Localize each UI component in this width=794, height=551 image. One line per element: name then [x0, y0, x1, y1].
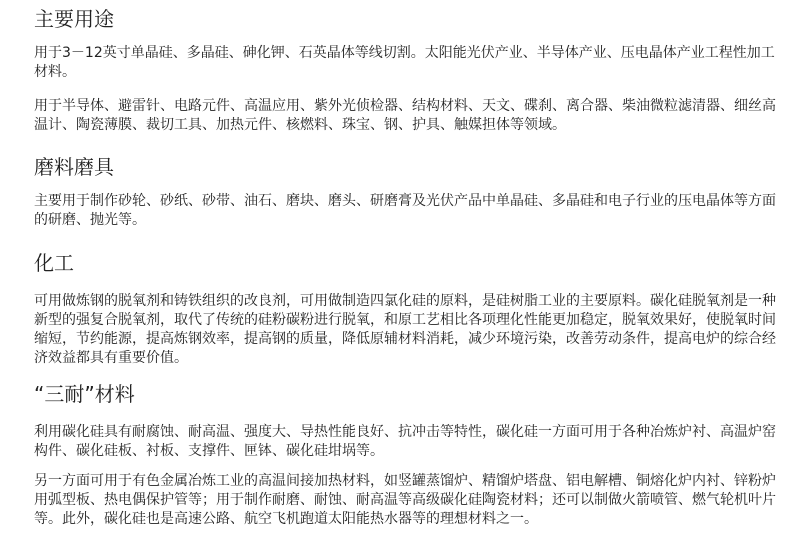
section-heading-chemical: 化工	[34, 251, 74, 275]
paragraph-abrasives: 主要用于制作砂轮、砂纸、砂带、油石、磨块、磨头、研磨膏及光伏产品中单晶硅、多晶硅和电子行业的压电晶体等方面的研磨、抛光等。	[34, 193, 776, 228]
section-heading-main-uses: 主要用途	[34, 7, 114, 31]
paragraph-main-uses-2: 用于半导体、避雷针、电路元件、高温应用、紫外光侦检器、结构材料、天文、碟刹、离合器、柴油微粒滤清器、细丝高温计、陶瓷薄膜、裁切工具、加热元件、核燃料、珠宝、钢、护具、触媒担体等领域。	[34, 98, 776, 133]
paragraph-main-uses-1: 用于3－12英寸单晶硅、多晶硅、砷化钾、石英晶体等线切割。太阳能光伏产业、半导体产业、压电晶体产业工程性加工材料。	[34, 45, 775, 80]
paragraph-refractory-1: 利用碳化硅具有耐腐蚀、耐高温、强度大、导热性能良好、抗冲击等特性，碳化硅一方面可用于各种冶炼炉衬、高温炉窑构件、碳化硅板、衬板、支撑件、匣钵、碳化硅坩埚等。	[34, 424, 776, 459]
section-heading-refractory: “三耐”材料	[34, 382, 135, 406]
paragraph-chemical: 可用做炼钢的脱氧剂和铸铁组织的改良剂，可用做制造四氯化硅的原料，是硅树脂工业的主要原料。碳化硅脱氧剂是一种新型的强复合脱氧剂，取代了传统的硅粉碳粉进行脱氧，和原工艺相比各项理化性能更加稳定，脱氧效果好，使脱氧时间缩短，节约能源，提高炼钢效率，提高钢的质量，降低原辅材料消耗，减少环境污染，改善劳动条件，提高电炉的综合经济效益都具有重要价值。	[34, 293, 776, 366]
section-heading-abrasives: 磨料磨具	[34, 155, 114, 179]
paragraph-refractory-2: 另一方面可用于有色金属冶炼工业的高温间接加热材料，如竖罐蒸馏炉、精馏炉塔盘、铝电解槽、铜熔化炉内衬、锌粉炉用弧型板、热电偶保护管等；用于制作耐磨、耐蚀、耐高温等高级碳化硅陶瓷材料；还可以制做火箭喷管、燃气轮机叶片等。此外，碳化硅也是高速公路、航空飞机跑道太阳能热水器等的理想材料之一。	[34, 473, 776, 527]
